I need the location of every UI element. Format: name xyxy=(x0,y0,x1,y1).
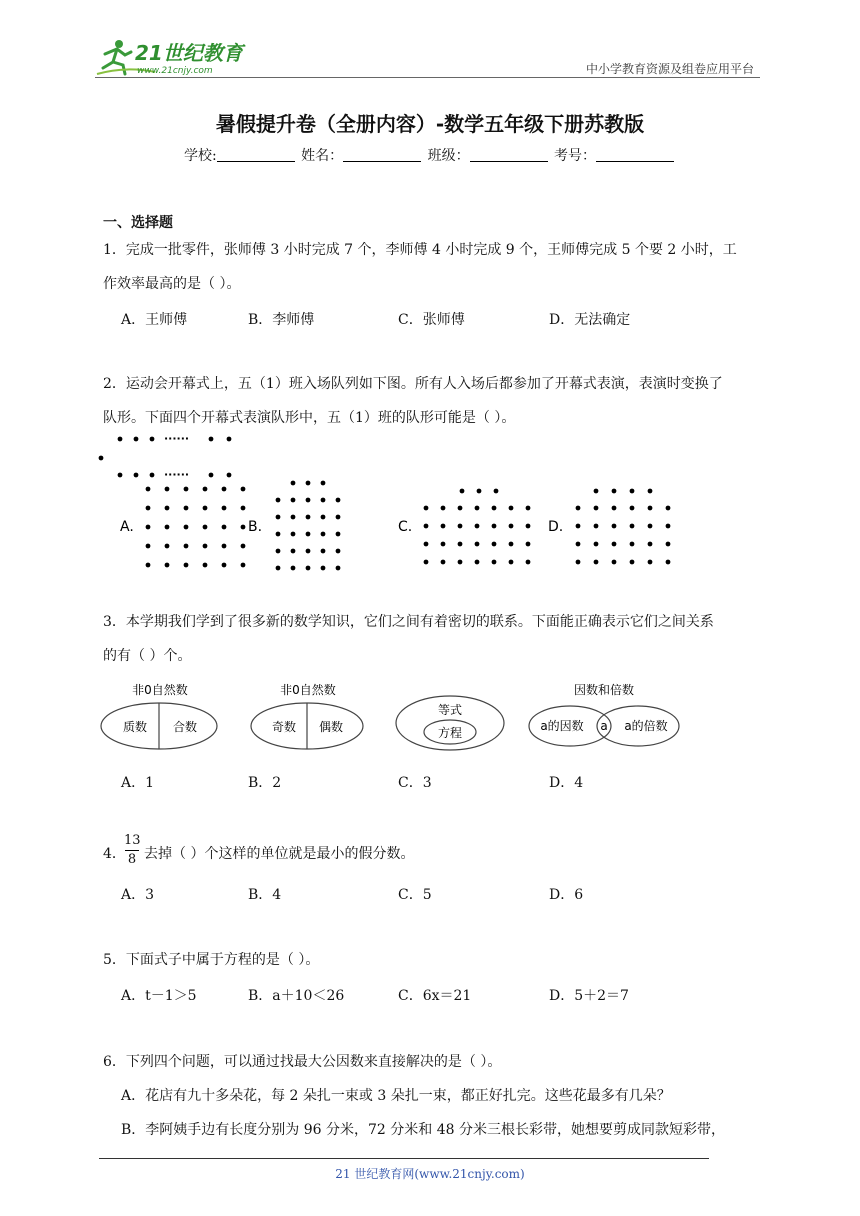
formation-dot xyxy=(424,524,429,529)
q4-option-a[interactable]: A．3 xyxy=(121,887,155,903)
q4-option-d[interactable]: D．6 xyxy=(549,887,584,903)
formation-dot xyxy=(458,560,463,565)
formation-dot xyxy=(424,542,429,547)
q6-option-a[interactable]: A．花店有九十多朵花，每 2 朵扎一束或 3 朵扎一束，都正好扎完。这些花最多有几朵？ xyxy=(121,1088,671,1104)
formation-dot xyxy=(165,487,170,492)
formation-dot xyxy=(666,542,671,547)
formation-dot xyxy=(146,525,151,530)
diagram-a xyxy=(101,682,217,749)
entry-queue-dots xyxy=(99,432,232,481)
diagram-d-mid: a xyxy=(600,719,608,733)
formation-dot xyxy=(460,489,465,494)
formation-dot xyxy=(184,487,189,492)
footer-text: 21 世纪教育网(www.21cnjy.com) xyxy=(335,1167,525,1181)
student-info xyxy=(0,145,860,165)
formation-dot xyxy=(612,506,617,511)
formation-dot xyxy=(576,560,581,565)
formation-dot xyxy=(222,544,227,549)
formation-dot xyxy=(306,498,311,503)
runner-logo-icon xyxy=(95,38,260,78)
formation-dot xyxy=(475,524,480,529)
formation-dot xyxy=(146,487,151,492)
class-label: 班级： xyxy=(427,148,470,164)
q5-option-d[interactable]: D．5＋2＝7 xyxy=(549,988,629,1004)
formation-dot xyxy=(458,524,463,529)
class-blank[interactable] xyxy=(470,147,548,162)
formation-dot xyxy=(276,515,281,520)
formation-dot xyxy=(336,515,341,520)
q1-option-c[interactable]: C．张师傅 xyxy=(398,312,465,328)
diagram-d-right: a的倍数 xyxy=(624,719,668,733)
formation-dot xyxy=(321,549,326,554)
q6-line1: 6．下列四个问题，可以通过找最大公因数来直接解决的是（ ）。 xyxy=(103,1054,502,1070)
header-slogan: 中小学教育资源及组卷应用平台 xyxy=(585,62,754,76)
q2-option-a[interactable]: A. xyxy=(120,519,134,535)
formation-dot xyxy=(441,560,446,565)
q1-line1: 1．完成一批零件，张师傅 3 小时完成 7 个，李师傅 4 小时完成 9 个，王师傅完成 5 个要 2 小时，工 xyxy=(103,242,737,258)
formation-dot xyxy=(494,489,499,494)
q1-line2: 作效率最高的是（ ）。 xyxy=(103,276,241,292)
formation-dot xyxy=(306,549,311,554)
q2-option-d[interactable]: D. xyxy=(548,519,564,535)
formation-dot xyxy=(184,506,189,511)
formation-dot xyxy=(509,542,514,547)
formation-dot xyxy=(203,563,208,568)
q3-line2: 的有（ ）个。 xyxy=(103,648,192,664)
formation-dot xyxy=(276,549,281,554)
q4-fraction-denominator: 8 xyxy=(127,852,137,867)
q3-option-a[interactable]: A．1 xyxy=(121,775,155,791)
formation-dot xyxy=(509,560,514,565)
formation-dot xyxy=(441,506,446,511)
q1-option-a[interactable]: A．王师傅 xyxy=(121,312,188,328)
formation-dot xyxy=(241,525,246,530)
q1-option-d[interactable]: D．无法确定 xyxy=(549,312,631,328)
diagram-b xyxy=(251,682,363,749)
q3-option-c[interactable]: C．3 xyxy=(398,775,432,791)
diagram-b-left: 奇数 xyxy=(271,720,297,734)
formation-dot xyxy=(321,498,326,503)
q2-line1: 2．运动会开幕式上，五（1）班入场队列如下图。所有人入场后都参加了开幕式表演，表演时变换了 xyxy=(103,376,723,392)
formation-dot xyxy=(291,566,296,571)
q4-number: 4． xyxy=(103,846,126,862)
formation-dot xyxy=(424,560,429,565)
q5-option-b[interactable]: B．a＋10＜26 xyxy=(248,988,345,1004)
formation-dot xyxy=(475,506,480,511)
formation-dot xyxy=(492,542,497,547)
formation-dot xyxy=(306,481,311,486)
formation-dot xyxy=(666,560,671,565)
formation-dot xyxy=(424,506,429,511)
formation-dot xyxy=(666,506,671,511)
q5-option-a[interactable]: A．t－1＞5 xyxy=(121,988,197,1004)
school-blank[interactable] xyxy=(217,147,295,162)
formation-dot xyxy=(612,524,617,529)
formation-dot xyxy=(276,532,281,537)
formation-dot xyxy=(492,506,497,511)
formation-dot xyxy=(222,563,227,568)
section-heading: 一、选择题 xyxy=(103,215,173,231)
q3-line1: 3．本学期我们学到了很多新的数学知识，它们之间有着密切的联系。下面能正确表示它们之间关系 xyxy=(103,614,714,630)
q4-fraction-numerator: 13 xyxy=(124,833,141,848)
logo-text: 21世纪教育 xyxy=(135,41,243,65)
formation-dot xyxy=(222,506,227,511)
formation-dot xyxy=(526,506,531,511)
svg-text:······: ······ xyxy=(164,432,190,445)
formation-dot xyxy=(630,506,635,511)
formation-dot xyxy=(203,487,208,492)
svg-text:······: ······ xyxy=(164,468,190,481)
formation-a-dots xyxy=(146,487,246,568)
formation-dot xyxy=(165,563,170,568)
formation-c-dots xyxy=(424,489,531,565)
formation-dot xyxy=(276,566,281,571)
formation-dot xyxy=(648,542,653,547)
formation-dot xyxy=(146,544,151,549)
q2-option-b[interactable]: B. xyxy=(248,519,263,535)
formation-dot xyxy=(594,542,599,547)
formation-dot xyxy=(336,549,341,554)
formation-dot xyxy=(203,544,208,549)
formation-dot xyxy=(321,515,326,520)
q4-text: 去掉（ ）个这样的单位就是最小的假分数。 xyxy=(144,846,415,862)
formation-dot xyxy=(321,532,326,537)
diagram-d-title: 因数和倍数 xyxy=(573,683,635,697)
formation-dot xyxy=(241,487,246,492)
formation-dot xyxy=(612,489,617,494)
formation-dot xyxy=(306,566,311,571)
formation-dot xyxy=(291,532,296,537)
formation-dot xyxy=(336,532,341,537)
q2-option-c[interactable]: C. xyxy=(398,519,413,535)
footer-divider xyxy=(99,1158,709,1159)
formation-dot xyxy=(648,506,653,511)
formation-dot xyxy=(594,560,599,565)
formation-dot xyxy=(648,489,653,494)
diagram-a-left: 质数 xyxy=(122,720,148,734)
formation-dot xyxy=(241,544,246,549)
formation-dot xyxy=(576,506,581,511)
formation-dot xyxy=(146,563,151,568)
logo xyxy=(95,38,260,78)
formation-dot xyxy=(146,506,151,511)
formation-dot xyxy=(648,524,653,529)
formation-dot xyxy=(276,498,281,503)
formation-dot xyxy=(291,515,296,520)
formation-dot xyxy=(291,481,296,486)
formation-dot xyxy=(612,542,617,547)
q3-option-d[interactable]: D．4 xyxy=(549,775,584,791)
formation-dot xyxy=(475,560,480,565)
formation-dot xyxy=(306,515,311,520)
formation-dot xyxy=(222,487,227,492)
formation-dot xyxy=(241,563,246,568)
q2-line2: 队形。下面四个开幕式表演队形中，五（1）班的队形可能是（ ）。 xyxy=(103,410,516,426)
name-blank[interactable] xyxy=(343,147,421,162)
number-blank[interactable] xyxy=(596,147,674,162)
diagram-d-left: a的因数 xyxy=(540,719,584,733)
number-label: 考号： xyxy=(554,148,597,164)
formation-dot xyxy=(306,532,311,537)
formation-dot xyxy=(492,524,497,529)
q5-line1: 5．下面式子中属于方程的是（ ）。 xyxy=(103,952,320,968)
q5-option-c[interactable]: C．6x＝21 xyxy=(398,988,472,1004)
formation-dot xyxy=(526,560,531,565)
formation-dot xyxy=(241,506,246,511)
formation-dot xyxy=(321,566,326,571)
formation-dot xyxy=(594,506,599,511)
diagram-a-title: 非0自然数 xyxy=(132,683,188,697)
diagram-c xyxy=(396,696,504,750)
q3-diagrams xyxy=(95,678,695,773)
formation-dot xyxy=(222,525,227,530)
formation-dot xyxy=(203,506,208,511)
formation-dot xyxy=(526,542,531,547)
formation-dot xyxy=(648,560,653,565)
formation-dot xyxy=(441,524,446,529)
formation-dot xyxy=(594,489,599,494)
page-title: 暑假提升卷（全册内容）-数学五年级下册苏教版 xyxy=(215,112,645,136)
diagram-b-right: 偶数 xyxy=(318,720,344,734)
diagram-a-right: 合数 xyxy=(172,720,198,734)
formation-dot xyxy=(630,542,635,547)
formation-dot xyxy=(594,524,599,529)
formation-dot xyxy=(509,524,514,529)
q4-option-c[interactable]: C．5 xyxy=(398,887,432,903)
formation-dot xyxy=(203,525,208,530)
formation-dot xyxy=(630,489,635,494)
header-divider xyxy=(95,77,760,78)
q6-option-b[interactable]: B．李阿姨手边有长度分别为 96 分米，72 分米和 48 分米三根长彩带，她想要剪成同款短彩带， xyxy=(121,1122,725,1138)
formation-dot xyxy=(336,498,341,503)
formation-dot xyxy=(291,498,296,503)
diagram-b-title: 非0自然数 xyxy=(280,683,336,697)
q3-option-b[interactable]: B．2 xyxy=(248,775,282,791)
q4-option-b[interactable]: B．4 xyxy=(248,887,282,903)
formation-dot xyxy=(612,560,617,565)
formation-dot xyxy=(630,560,635,565)
formation-dot xyxy=(492,560,497,565)
formation-dot xyxy=(291,549,296,554)
formation-d-dots xyxy=(576,489,671,565)
formation-dot xyxy=(441,542,446,547)
school-label: 学校: xyxy=(183,148,217,164)
formation-dot xyxy=(576,524,581,529)
formation-dot xyxy=(666,524,671,529)
q1-option-b[interactable]: B．李师傅 xyxy=(248,312,315,328)
formation-dot xyxy=(458,542,463,547)
formation-dot xyxy=(458,506,463,511)
formation-dot xyxy=(576,542,581,547)
diagram-c-inner: 方程 xyxy=(437,726,463,740)
formation-dot xyxy=(165,525,170,530)
formation-dot xyxy=(165,544,170,549)
formation-dot xyxy=(336,566,341,571)
formation-dot xyxy=(509,506,514,511)
formation-dot xyxy=(526,524,531,529)
logo-url: www.21cnjy.com xyxy=(137,66,213,76)
name-label: 姓名： xyxy=(301,148,344,164)
formation-dot xyxy=(321,481,326,486)
formation-dot xyxy=(184,563,189,568)
formation-dot xyxy=(165,506,170,511)
formation-dot xyxy=(184,525,189,530)
q2-formation-figure xyxy=(90,430,690,575)
q4-fraction xyxy=(124,832,140,869)
formation-dot xyxy=(184,544,189,549)
formation-b-dots xyxy=(276,481,341,571)
diagram-c-outer: 等式 xyxy=(437,703,463,717)
diagram-d xyxy=(529,682,679,746)
formation-dot xyxy=(475,542,480,547)
formation-dot xyxy=(630,524,635,529)
formation-dot xyxy=(477,489,482,494)
